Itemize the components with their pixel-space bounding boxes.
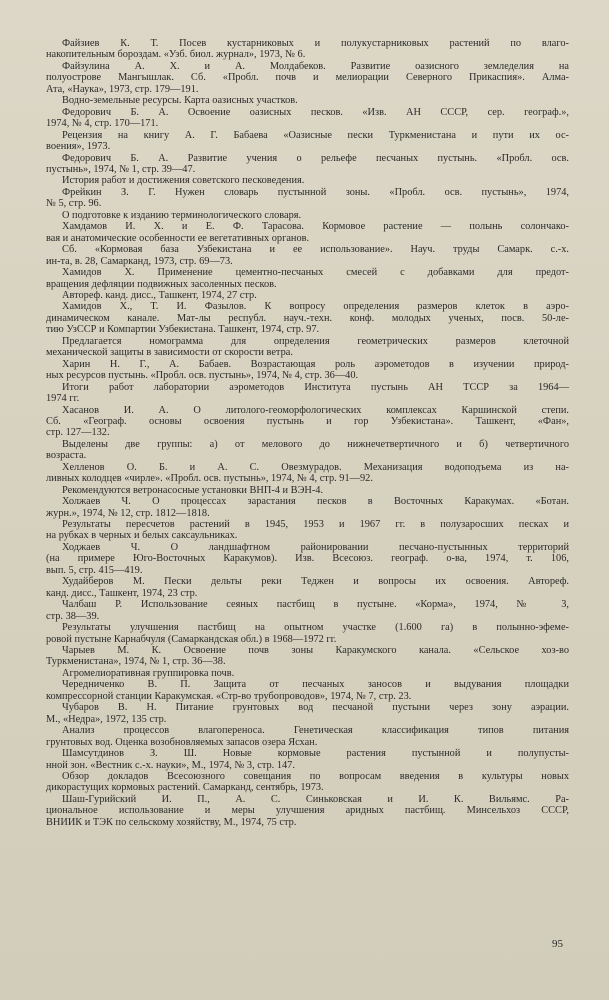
entry-annotation xyxy=(46,210,569,221)
entry-line: дикорастущих кормовых растений. Самарканд, сентябрь, 1973. xyxy=(46,782,324,794)
entry-line: Хамидов Х., Т. И. Фазылов. К вопросу определения размеров клеток в аэро- xyxy=(62,301,569,313)
bibliography-entry xyxy=(46,267,569,290)
entry-line: М., «Недра», 1972, 135 стр. xyxy=(46,713,167,725)
entry-line: Фрейкин З. Г. Нужен словарь пустынной зоны. «Пробл. осв. пустынь», 1974, xyxy=(62,186,569,198)
entry-line: История работ и достижения советского песковедения. xyxy=(62,175,305,187)
entry-line: Файзиев К. Т. Посев кустарниковых и полукустарниковых растений по влаго- xyxy=(62,38,569,49)
entry-line: Чарыев М. К. Освоение почв зоны Каракумского канала. «Сельское хоз-во xyxy=(62,645,569,657)
entry-line: тию УзССР и Компартии Узбекистана. Ташкент, 1974, стр. 97. xyxy=(46,324,320,336)
bibliography-entry xyxy=(46,542,569,576)
entry-line: стр. 38—39. xyxy=(46,610,100,622)
entry-line: механической защиты в зависимости от скорости ветра. xyxy=(46,347,293,359)
entry-line: возраста. xyxy=(46,450,87,462)
entry-line: Шаш-Гурийский И. П., А. С. Синьковская и И. К. Вильямс. Ра- xyxy=(62,793,569,805)
entry-line: Анализ процессов влагопереноса. Генетическая классификация типов питания xyxy=(62,725,569,737)
entry-annotation xyxy=(46,668,569,679)
bibliography-entry xyxy=(46,61,569,95)
bibliography-entry xyxy=(46,301,569,335)
entry-annotation xyxy=(46,725,569,748)
entry-line: грунтовых вод. Оценка возобновляемых запасов озера Ясхан. xyxy=(46,736,318,748)
entry-line: динамическом канале. Мат-лы республ. науч.-техн. конф. молодых ученых, посв. 50-ле- xyxy=(46,312,569,324)
entry-line: Итоги работ лаборатории аэрометодов Института пустынь АН ТССР за 1964— xyxy=(62,381,569,393)
entry-annotation xyxy=(46,290,569,301)
bibliography-entry xyxy=(46,496,569,519)
entry-annotation xyxy=(46,485,569,496)
entry-line: 1974 гг. xyxy=(46,393,80,405)
entry-line: Чередниченко В. П. Защита от песчаных заносов и выдувания площадки xyxy=(62,679,569,691)
entry-line: Хелленов О. Б. и А. С. Овезмурадов. Механизация водоподъема из на- xyxy=(62,461,569,473)
bibliography-entry xyxy=(46,576,569,599)
entry-line: воения», 1973. xyxy=(46,141,111,153)
entry-line: Чалбаш Р. Использование сеяных пастбищ в пустыне. «Корма», 1974, № 3, xyxy=(62,599,569,611)
entry-line: Водно-земельные ресурсы. Карта оазисных участков. xyxy=(62,95,298,107)
entry-annotation xyxy=(46,95,569,106)
entry-annotation xyxy=(46,382,569,405)
entry-line: 1974, № 4, стр. 170—171. xyxy=(46,118,159,130)
entry-line: ных ресурсов пустынь. «Пробл. осв. пустынь», 1974, № 4, стр. 36—40. xyxy=(46,370,359,382)
entry-line: стр. 127—132. xyxy=(46,427,110,439)
entry-line: Предлагается номограмма для определения геометрических размеров клеточной xyxy=(62,335,569,347)
entry-line: вращения дефляции подвижных засоленных песков. xyxy=(46,278,277,290)
page-number: 95 xyxy=(552,938,563,950)
bibliography-entry xyxy=(46,679,569,702)
entry-line: ливных колодцев «чирле». «Пробл. осв. пустынь», 1974, № 4, стр. 91—92. xyxy=(46,473,373,485)
bibliography-entry xyxy=(46,221,569,244)
entry-line: Рекомендуются ветронасосные установки ВНП-4 и ВЭН-4. xyxy=(62,484,324,496)
entry-line: Чубаров В. Н. Питание грунтовых вод песчаной пустыни через зону аэрации. xyxy=(62,702,569,714)
entry-line: Ата, «Наука», 1973, стр. 179—191. xyxy=(46,83,199,95)
entry-line: накопительным бороздам. «Узб. биол. журнал», 1973, № 6. xyxy=(46,49,306,61)
entry-line: № 5, стр. 96. xyxy=(46,198,102,210)
entry-line: Хамидов Х. Применение цементно-песчаных смесей с добавками для предот- xyxy=(62,267,569,279)
entry-line: вып. 5, стр. 415—419. xyxy=(46,564,143,576)
entry-line: О подготовке к изданию терминологического словаря. xyxy=(62,209,302,221)
bibliography-entry xyxy=(46,405,569,439)
entry-line: Харин Н. Г., А. Бабаев. Возрастающая роль аэрометодов в изучении природ- xyxy=(62,358,569,370)
entry-annotation xyxy=(46,622,569,645)
entry-line: канд. дисс., Ташкент, 1974, 23 стр. xyxy=(46,587,198,599)
entry-line: ин-та, в. 28, Самарканд, 1973, стр. 69—73. xyxy=(46,255,233,267)
bibliography-entry xyxy=(46,702,569,725)
entry-line: нной зон. «Вестник с.-х. науки», М., 1974, № 3, стр. 147. xyxy=(46,759,295,771)
bibliography-entry xyxy=(46,645,569,668)
entry-annotation xyxy=(46,175,569,186)
bibliography-entry xyxy=(46,38,569,61)
entry-annotation xyxy=(46,244,569,267)
bibliography-entry xyxy=(46,153,569,176)
entry-annotation xyxy=(46,771,569,794)
entry-annotation xyxy=(46,439,569,462)
bibliography-list xyxy=(46,38,569,828)
entry-line: Холжаев Ч. О процессах зарастания песков в Восточных Каракумах. «Ботан. xyxy=(62,496,569,508)
entry-line: Ходжаев Ч. О ландшафтном районировании песчано-пустынных территорий xyxy=(62,541,569,553)
bibliography-entry xyxy=(46,748,569,771)
entry-line: пустынь», 1974, № 1, стр. 39—47. xyxy=(46,163,196,175)
entry-line: Агромелиоративная группировка почв. xyxy=(62,667,235,679)
entry-line: компрессорной станции Каракумская. «Стр-во трубопроводов», 1974, № 7, стр. 23. xyxy=(46,690,412,702)
entry-line: журн.», 1974, № 12, стр. 1812—1818. xyxy=(46,507,210,519)
entry-line: Сб. «Географ. основы освоения пустынь и гор Узбекистана». Ташкент, «Фан», xyxy=(46,415,569,427)
entry-line: вая и анатомические особенности ее вегетативных органов. xyxy=(46,232,310,244)
entry-annotation xyxy=(46,130,569,153)
entry-line: на рубках в черных и белых саксаульниках. xyxy=(46,530,238,542)
entry-annotation xyxy=(46,336,569,359)
entry-line: ВНИИК и ТЭК по сельскому хозяйству, М., 1974, 75 стр. xyxy=(46,816,297,828)
entry-line: Автореф. канд. дисс., Ташкент, 1974, 27 стр. xyxy=(62,289,257,301)
entry-line: (на примере Юго-Восточных Каракумов). Изв. Всесоюз. географ. о-ва, 1974, т. 106, xyxy=(46,553,569,565)
entry-line: Туркменистана», 1974, № 1, стр. 36—38. xyxy=(46,656,226,668)
entry-annotation xyxy=(46,519,569,542)
bibliography-entry xyxy=(46,599,569,622)
entry-line: Сб. «Кормовая база Узбекистана и ее использование». Науч. труды Самарк. с.-х. xyxy=(62,244,569,256)
entry-line: циональное использование и меры улучшения аридных пастбищ. Минсельхоз СССР, xyxy=(46,805,569,817)
entry-line: Хасанов И. А. О литолого-геоморфологических комплексах Каршинской степи. xyxy=(62,404,569,416)
entry-line: Хамдамов И. Х. и Е. Ф. Тарасова. Кормовое растение — полынь солончако- xyxy=(62,221,569,233)
bibliography-entry xyxy=(46,187,569,210)
entry-line: Федорович Б. А. Освоение оазисных песков. «Изв. АН СССР, сер. географ.», xyxy=(62,106,569,118)
entry-line: Файзулина А. Х. и А. Молдабеков. Развитие оазисного земледелия на xyxy=(62,60,569,72)
entry-line: Результаты пересчетов растений в 1945, 1953 и 1967 гг. в полузаросших песках и xyxy=(62,519,569,531)
entry-line: Обзор докладов Всесоюзного совещания по вопросам введения в культуры новых xyxy=(62,771,569,782)
entry-line: Худайберов М. Пески дельты реки Теджен и вопросы их освоения. Автореф. xyxy=(62,576,569,588)
bibliography-entry xyxy=(46,359,569,382)
entry-line: Результаты улучшения пастбищ на опытном участке (1.600 га) в полынно-эфеме- xyxy=(62,622,569,634)
entry-line: Шамсутдинов З. Ш. Новые кормовые растения пустынной и полупусты- xyxy=(62,748,569,760)
entry-line: Рецензия на книгу А. Г. Бабаева «Оазисные пески Туркменистана и пути их ос- xyxy=(62,129,569,141)
bibliography-entry xyxy=(46,462,569,485)
entry-line: Федорович Б. А. Развитие учения о рельефе песчаных пустынь. «Пробл. осв. xyxy=(62,152,569,164)
bibliography-entry xyxy=(46,107,569,130)
bibliography-entry xyxy=(46,794,569,828)
entry-line: полуострове Мангышлак. Сб. «Пробл. почв и мелиорации Северного Прикаспия». Алма- xyxy=(46,72,569,84)
entry-line: Выделены две группы: а) от мелового до нижнечетвертичного и б) четвертичного xyxy=(62,438,569,450)
entry-line: ровой пустыне Карнабчуля (Самаркандская обл.) в 1968—1972 гг. xyxy=(46,633,337,645)
